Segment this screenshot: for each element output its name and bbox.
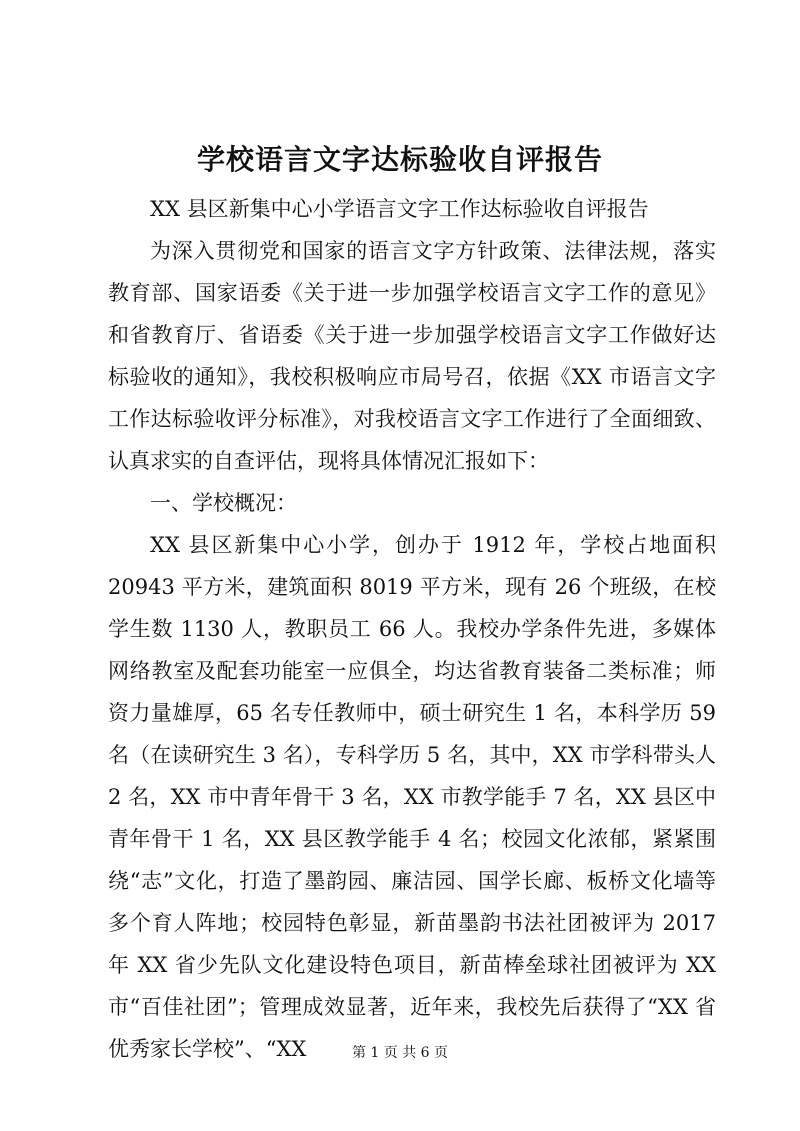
page-footer: 第 1 页 共 6 页 [351, 1045, 449, 1061]
paragraph-overview: XX 县区新集中心小学，创办于 1912 年，学校占地面积 20943 平方米，建筑面积 8019 平方米，现有 26 个班级，在校学生数 1130 人，教职员工 66 人。我校办学条件先进，多媒体网络教室及配套功能室一应俱全，均达省教育装备二类标准；师资力量雄厚，65 名专任教师中，硕士研究生 1 名，本科学历 59 名（在读研究生 3 名），专科学历 5 名，其中，XX 市学科带头人 2 名，XX 市中青年骨干 3 名，XX 市教学能手 7 名，XX 县区中青年骨干 1 名，XX 县区教学能手 4 名；校园文化浓郁，紧紧围绕“志”文化，打造了墨韵园、廉洁园、国学长廊、板桥文化墙等多个育人阵地；校园特色彰显，新苗墨韵书法社团被评为 2017 年 XX 省少先队文化建设特色项目，新苗棒垒球社团被评为 XX 市“百佳社团”；管理成效显著，近年来，我校先后获得了“XX 省优秀家长学校”、“XX [108, 533, 716, 1061]
document-body [108, 188, 716, 1070]
document-subtitle: XX 县区新集中心小学语言文字工作达标验收自评报告 [150, 197, 649, 221]
document-title: 学校语言文字达标验收自评报告 [196, 143, 603, 176]
section-heading-overview: 一、学校概况： [150, 491, 297, 515]
paragraph-intro: 为深入贯彻党和国家的语言文字方针政策、法律法规，落实教育部、国家语委《关于进一步加强学校语言文字工作的意见》和省教育厅、省语委《关于进一步加强学校语言文字工作做好达标验收的通知》，我校积极响应市局号召，依据《XX 市语言文字工作达标验收评分标准》，对我校语言文字工作进行了全面细致、认真求实的自查评估，现将具体情况汇报如下： [108, 239, 716, 473]
